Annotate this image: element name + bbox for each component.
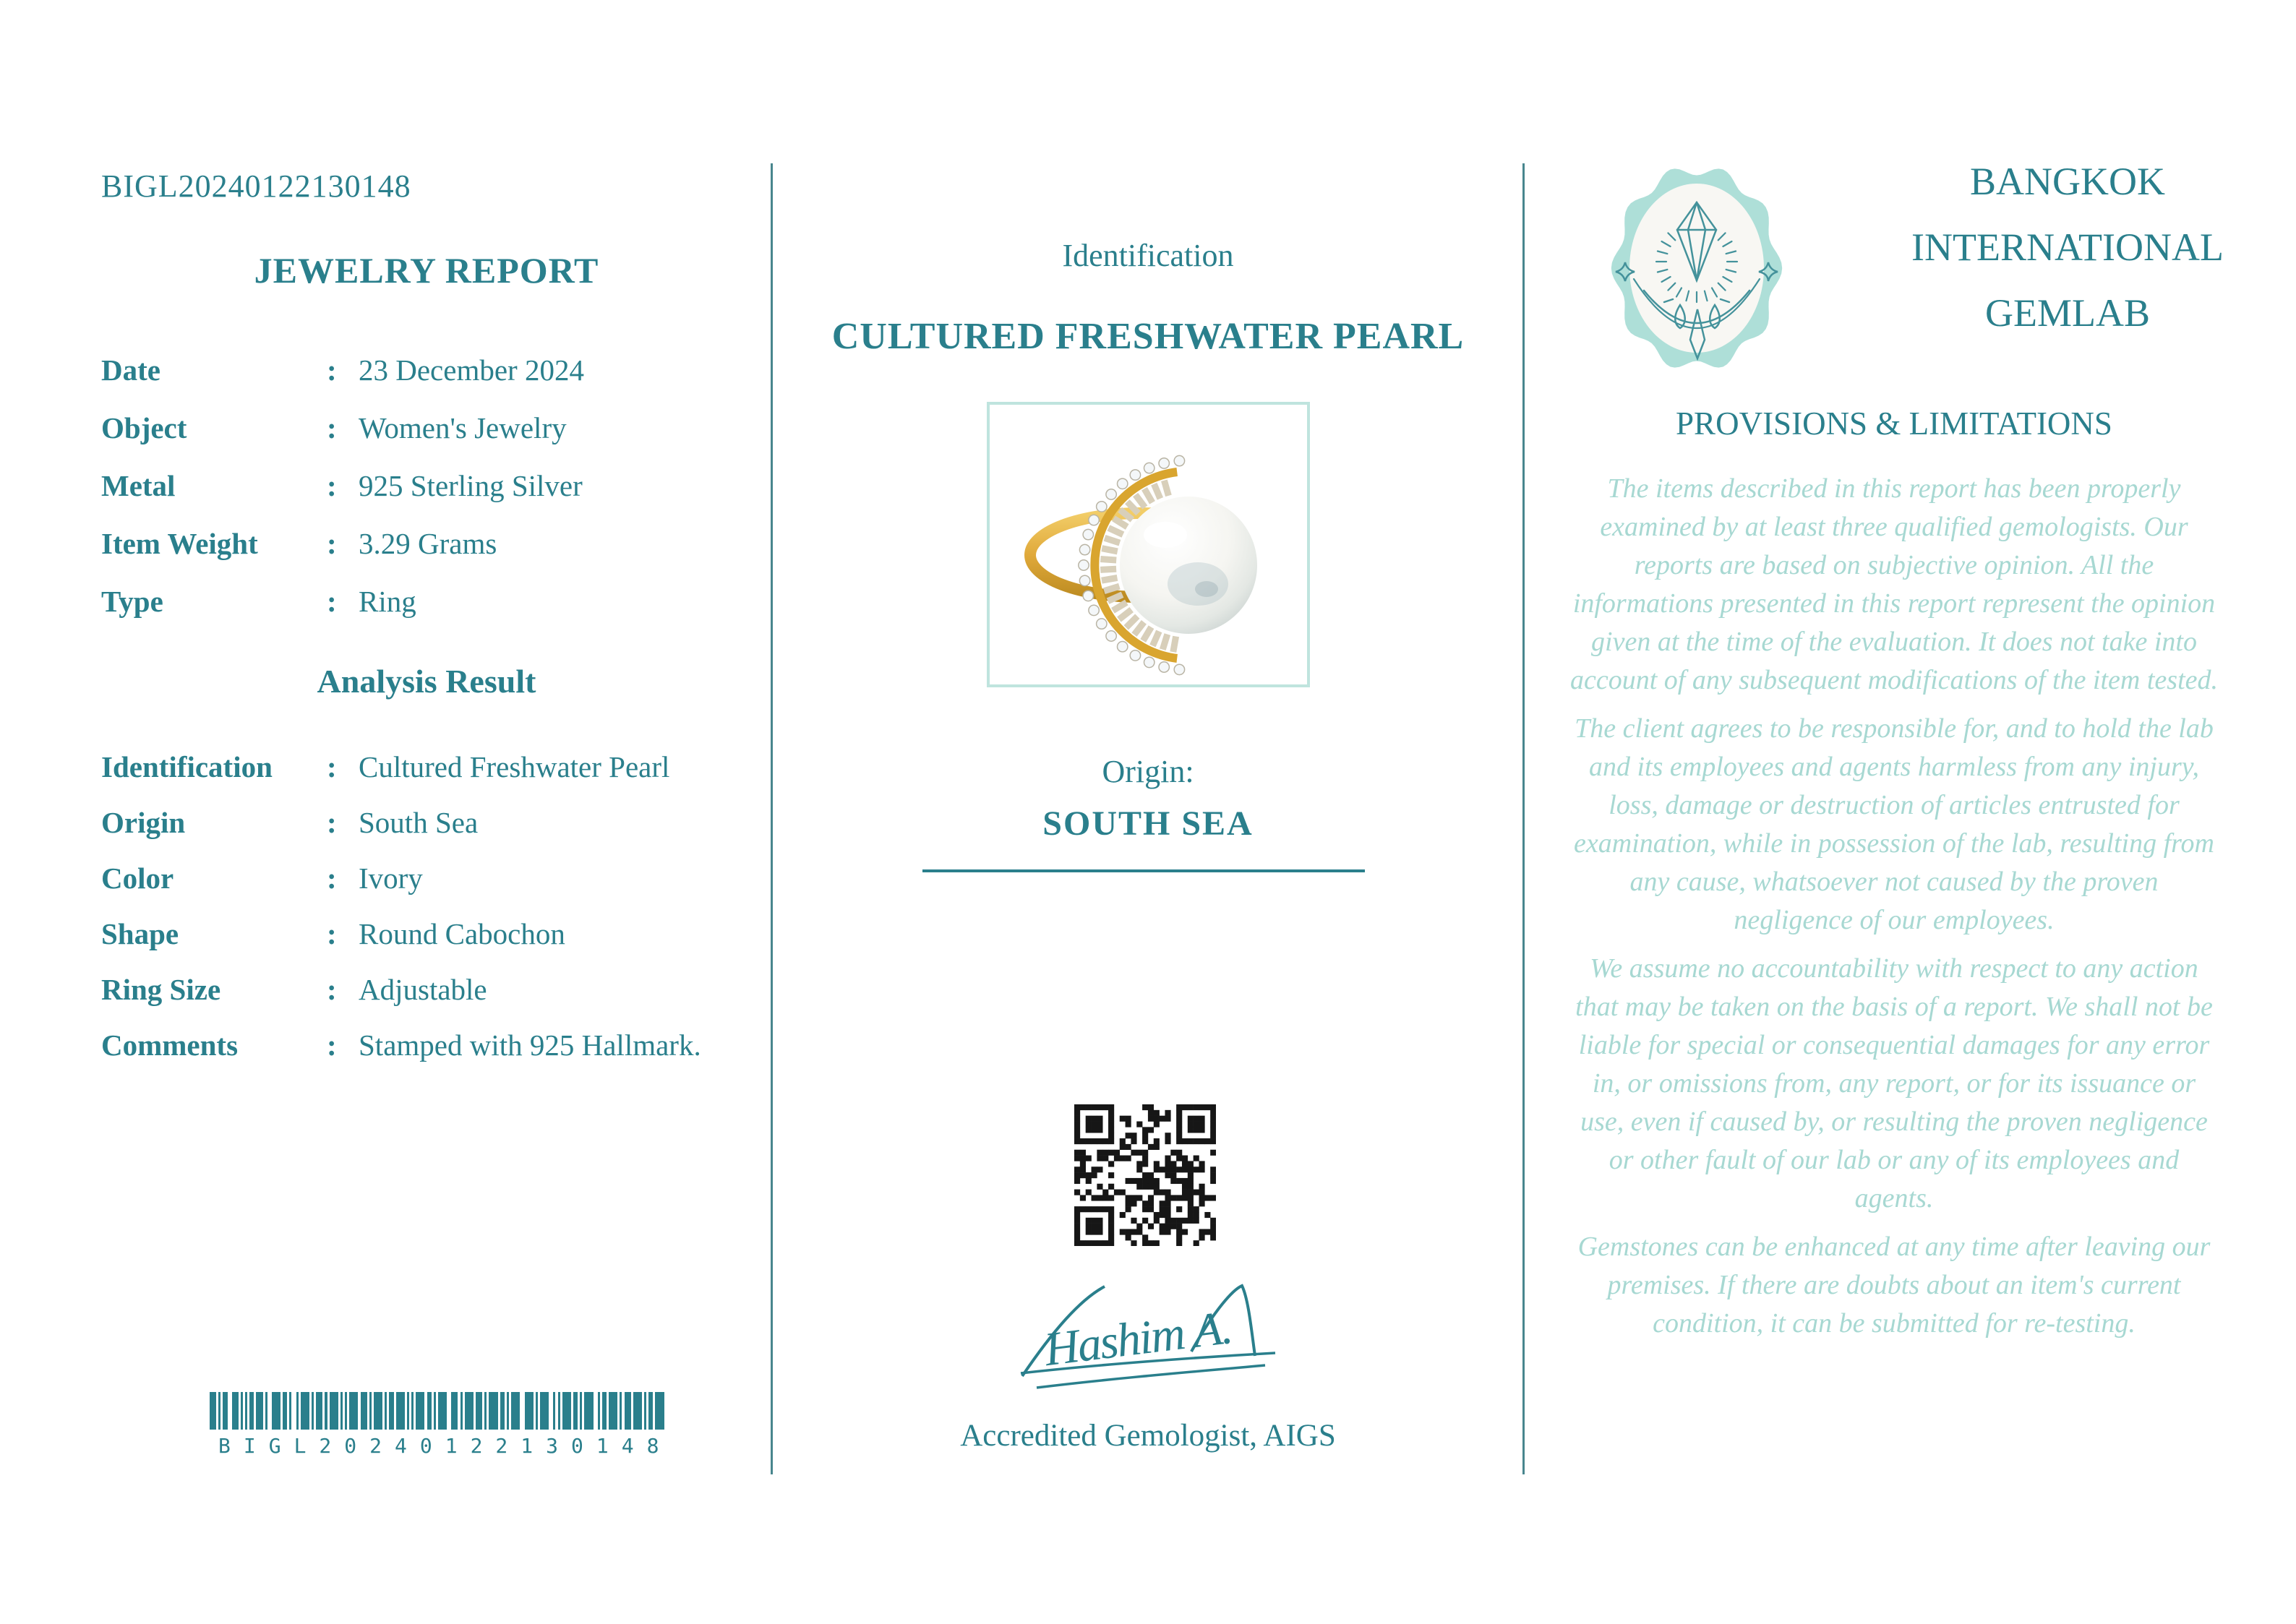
analysis-row-color <box>101 850 781 906</box>
analysis-label: Ring Size <box>101 972 221 1006</box>
separator: : <box>327 527 337 560</box>
detail-label: Item Weight <box>101 527 258 560</box>
report-number: BIGL20240122130148 <box>101 168 411 204</box>
detail-row-metal <box>101 457 781 515</box>
detail-value: 3.29 Grams <box>359 527 497 560</box>
analysis-label: Comments <box>101 1028 239 1062</box>
separator: : <box>327 1028 337 1062</box>
analysis-value: Stamped with 925 Hallmark. <box>359 1028 701 1062</box>
item-photo-frame <box>987 402 1310 687</box>
analysis-value: South Sea <box>359 805 479 839</box>
separator: : <box>327 469 337 502</box>
signature-name: Hashim A. <box>1041 1301 1235 1377</box>
lab-name-line: INTERNATIONAL <box>1911 225 2224 269</box>
analysis-row-identification <box>101 739 781 794</box>
identification-heading: Identification <box>1062 238 1234 273</box>
separator: : <box>327 411 337 444</box>
analysis-value: Cultured Freshwater Pearl <box>359 749 670 783</box>
separator: : <box>327 749 337 783</box>
detail-label: Type <box>101 585 163 618</box>
provisions-paragraph: We assume no accountability with respect to any action that may be taken on the basis of a report. We shall not be liable for special or consequential damages for any error in, or omissions from, any report, or for its issuance or use, even if caused by, or resulting the proven negligence or other fault of our lab or any of its employees and agents. <box>1575 953 2213 1213</box>
pearl-highlight <box>1144 522 1187 548</box>
lab-logo-badge-icon <box>1608 162 1786 374</box>
detail-label: Object <box>101 411 187 444</box>
detail-value: 23 December 2024 <box>359 353 584 387</box>
separator: : <box>327 972 337 1006</box>
detail-list <box>101 341 781 630</box>
analysis-value: Round Cabochon <box>359 916 565 950</box>
provisions-paragraph: Gemstones can be enhanced at any time after leaving our premises. If there are doubts about an item's current condition, it can be submitted for re-testing. <box>1577 1232 2211 1339</box>
lab-name-line: BANGKOK <box>1970 160 2165 203</box>
analysis-value: Ivory <box>359 861 423 895</box>
separator: : <box>327 861 337 895</box>
detail-label: Date <box>101 353 160 387</box>
page-title: JEWELRY REPORT <box>254 250 599 291</box>
origin-label: Origin: <box>1102 754 1194 789</box>
separator: : <box>327 353 337 387</box>
analysis-row-ring-size <box>101 961 781 1017</box>
analysis-label: Color <box>101 861 174 895</box>
barcode-icon <box>210 1392 665 1430</box>
analysis-result-heading: Analysis Result <box>317 663 536 700</box>
origin-value: SOUTH SEA <box>1042 804 1254 843</box>
lab-name <box>1858 149 2277 346</box>
signer-title: Accredited Gemologist, AIGS <box>960 1419 1336 1453</box>
detail-row-object <box>101 399 781 457</box>
horizontal-rule <box>922 869 1365 872</box>
analysis-label: Identification <box>101 749 273 783</box>
detail-value: 925 Sterling Silver <box>359 469 583 502</box>
analysis-value: Adjustable <box>359 972 487 1006</box>
identification-result: CULTURED FRESHWATER PEARL <box>831 316 1465 357</box>
detail-row-item-weight <box>101 515 781 572</box>
analysis-row-origin <box>101 794 781 850</box>
analysis-row-comments <box>101 1017 781 1073</box>
detail-value: Ring <box>359 585 416 618</box>
analysis-label: Origin <box>101 805 186 839</box>
analysis-list <box>101 739 781 1073</box>
separator: : <box>327 585 337 618</box>
detail-value: Women's Jewelry <box>359 411 567 444</box>
pearl-ring-image <box>990 405 1307 684</box>
separator: : <box>327 805 337 839</box>
barcode-text: BIGL20240122130148 <box>218 1434 672 1458</box>
detail-label: Metal <box>101 469 176 502</box>
detail-row-date <box>101 341 781 399</box>
barcode <box>210 1392 672 1458</box>
detail-row-type <box>101 572 781 630</box>
separator: : <box>327 916 337 950</box>
provisions-paragraph: The items described in this report has been properly examined by at least three qualified gemologists. Our reports are based on subjective opinion. All the informations presented in this report represent the opinion given at the time of the evaluation. It does not take into account of any subsequent modifications of the item tested. <box>1569 473 2218 695</box>
analysis-row-shape <box>101 906 781 961</box>
qr-code-icon <box>1074 1104 1216 1246</box>
pearl-reflection <box>1195 581 1218 597</box>
provisions-heading: PROVISIONS & LIMITATIONS <box>1676 405 2112 442</box>
lab-name-line: GEMLAB <box>1985 291 2150 335</box>
provisions-paragraph: The client agrees to be responsible for, and to hold the lab and its employees and agents harmless from any injury, loss, damage or destruction of articles entrusted for examination, while in possession of the lab, resulting from any cause, whatsoever not caused by the proven negligence of our employees. <box>1574 713 2214 935</box>
provisions-text <box>1569 470 2219 1353</box>
signature <box>1011 1279 1288 1404</box>
analysis-label: Shape <box>101 916 179 950</box>
